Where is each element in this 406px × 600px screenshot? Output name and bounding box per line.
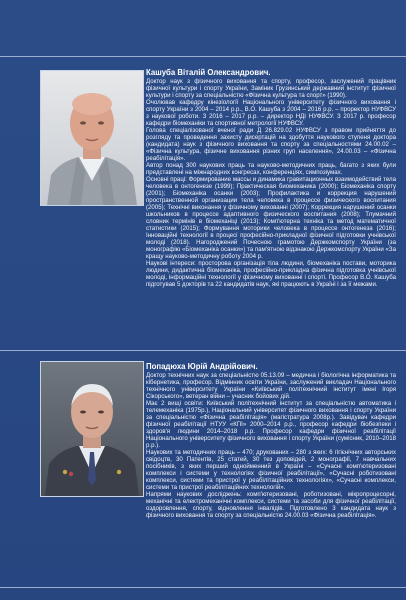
- bio-paragraph: Голова спеціалізованої вченої ради Д 26.829.02 НУФВСУ з правом прийняття до розгляду та проведення захисту дисертацій на здобуття наукового ступеня доктора (кандидата) наук з фізичного виховання та спорту за спеціальностями 24.00.02 – «Фізична культура, фізичне виховання різних груп населення», 24.00.03 – «Фізична реабілітація».: [146, 127, 396, 162]
- bio-paragraph: Доктор наук з фізичного виховання та спорту, професор, заслужений працівник фізичної культури і спорту України, Заміник Грузинський державний інститут фізичної культури і спорту за спеціальністю «Фізична культура та спорт» (1990).: [146, 78, 396, 99]
- bio-paragraph: Наукові інтереси: просторова організація тіла людини, біомеханіка постави, моторика людини, дидактична біомеханіка, професійно-прикладна фізична підготовка учнівської молоді, інформаційні технології у фізичному вихованні і спорті. Професор В.О. Кашуба підготував 5 докторів та 22 кандидатів наук, які працюють в Україні і за її межами.: [146, 260, 396, 288]
- author-name: Попадюха Юрій Андрійович.: [146, 362, 258, 371]
- bio-paragraph: Має 2 вищі освіти: Київський політехнічний інститут за спеціальністю автоматика і телемеханіка (1975р.), Національний університет фізичного виховання і спорту України за спеціальністю «Фізична реабілітація» (магістратура 2008р.). Завідувач кафедри фізичної реабілітації НТУУ «КПІ» 2000–2014 р.р., професор кафедри біобезпеки і здоров'я людини 2014–2018 р.р. Професор кафедри фізичної реабілітації Національного університету фізичного виховання і спорту України (сумісник, 2010–2018 р.р.).: [146, 400, 396, 449]
- bio-paragraph: Наукових та методичних праць – 470; друкованих – 280 з яких: 6 гігієнічних авторських свідоцтв, 30 Патентів, 25 статей, 30 тез доповідей, 2 монографії, 7 навчальних посібників, з яких перший однойменний в Україні – «Сучасні комп'ютеризовані комплекси і системи у технологіях фізичної реабілітації», «Сучасні роботизовані комплекси, системи та пристрої у реабілітаційних технологіях», «Сучасні комплекси, системи та пристрої реабілітаційних технологій».: [146, 449, 396, 491]
- middle-divider: [0, 350, 406, 351]
- author-photo-kashuba: [40, 70, 144, 206]
- biography-kashuba: [146, 68, 396, 288]
- biography-popadyukha: [146, 362, 396, 519]
- author-photo-popadyukha: [40, 361, 144, 497]
- bio-paragraph: Основні праці: Формирование массы и динамика гравитационных взаимодействий тела человека в онтогенезе (1999); Практическая биомеханика (2000); Біомеханіка спорту (2001); Біомеханіка осанки (2003); Профилактика и коррекция нарушений пространственной организации тела человека в процессе физического воспитания (2005); Технічні виконання у фізичному вихованні (2007); Коррекция нарушений осанки школьников в процессе адаптивного физического воспитания (2008); Тлумачний словник термінів в біомеханіці (2013); Комп'ютерна техніка та метод математичної статистики (2015); Формування моторики человека в процессе онтогенеза (2016); Інноваційні технології в процесі професійно-прикладної фізичної підготовки учнівської молоді (2018). Нагороджений Почесною грамотою Держкомспорту України (за монографію «Біомеханіка осанки») та пам'ятною відзнакою Держкомспорту України «За кращу науково-методичну роботу 2004 р.: [146, 176, 396, 260]
- bio-paragraph: Очолював кафедру кінезіології Національного університету фізичного виховання і спорту України з 2004 – 2014 р.р., В.О. Кашуба з 2004 – 2016 р.р. – проректор НУФВСУ з наукової роботи. З 2016 – 2017 р.р. – директор НДІ НУФВСУ. З 2017 р. професор кафедри біомеханіки та спортивної метрології НУФВСУ.: [146, 99, 396, 127]
- bio-paragraph: Напрями наукових досліджень: комп'ютеризовані, роботизовані, мікропроцесорні, механічні та електромеханічні комплекси, системи та засоби для фізичної реабілітації, оздоровлення, спорту, відновлення інвалідів. Підготовлено 3 кандидата наук з фізичного виховання та спорту за спеціальністю 24.00.03 «Фізична реабілітація».: [146, 491, 396, 519]
- top-divider: [0, 56, 406, 57]
- bio-paragraph: Автор понад 300 наукових праць та науково-методичних праць, багато з яких були представлені на міжнародних конгресах, конференціях, симпозіумах.: [146, 162, 396, 176]
- bottom-divider: [0, 587, 406, 588]
- bio-paragraph: Доктор технічних наук за спеціальністю 05.13.09 – медична і біологічна інформатика та кібернетика, професор. Відмінник освіти України, заслужений викладач Національного технічного університету України «Київський політехнічний інститут імені Ігоря Сікорського», ветеран війни – учасник бойових дій.: [146, 372, 396, 400]
- author-name: Кашуба Віталій Олександрович.: [146, 68, 271, 77]
